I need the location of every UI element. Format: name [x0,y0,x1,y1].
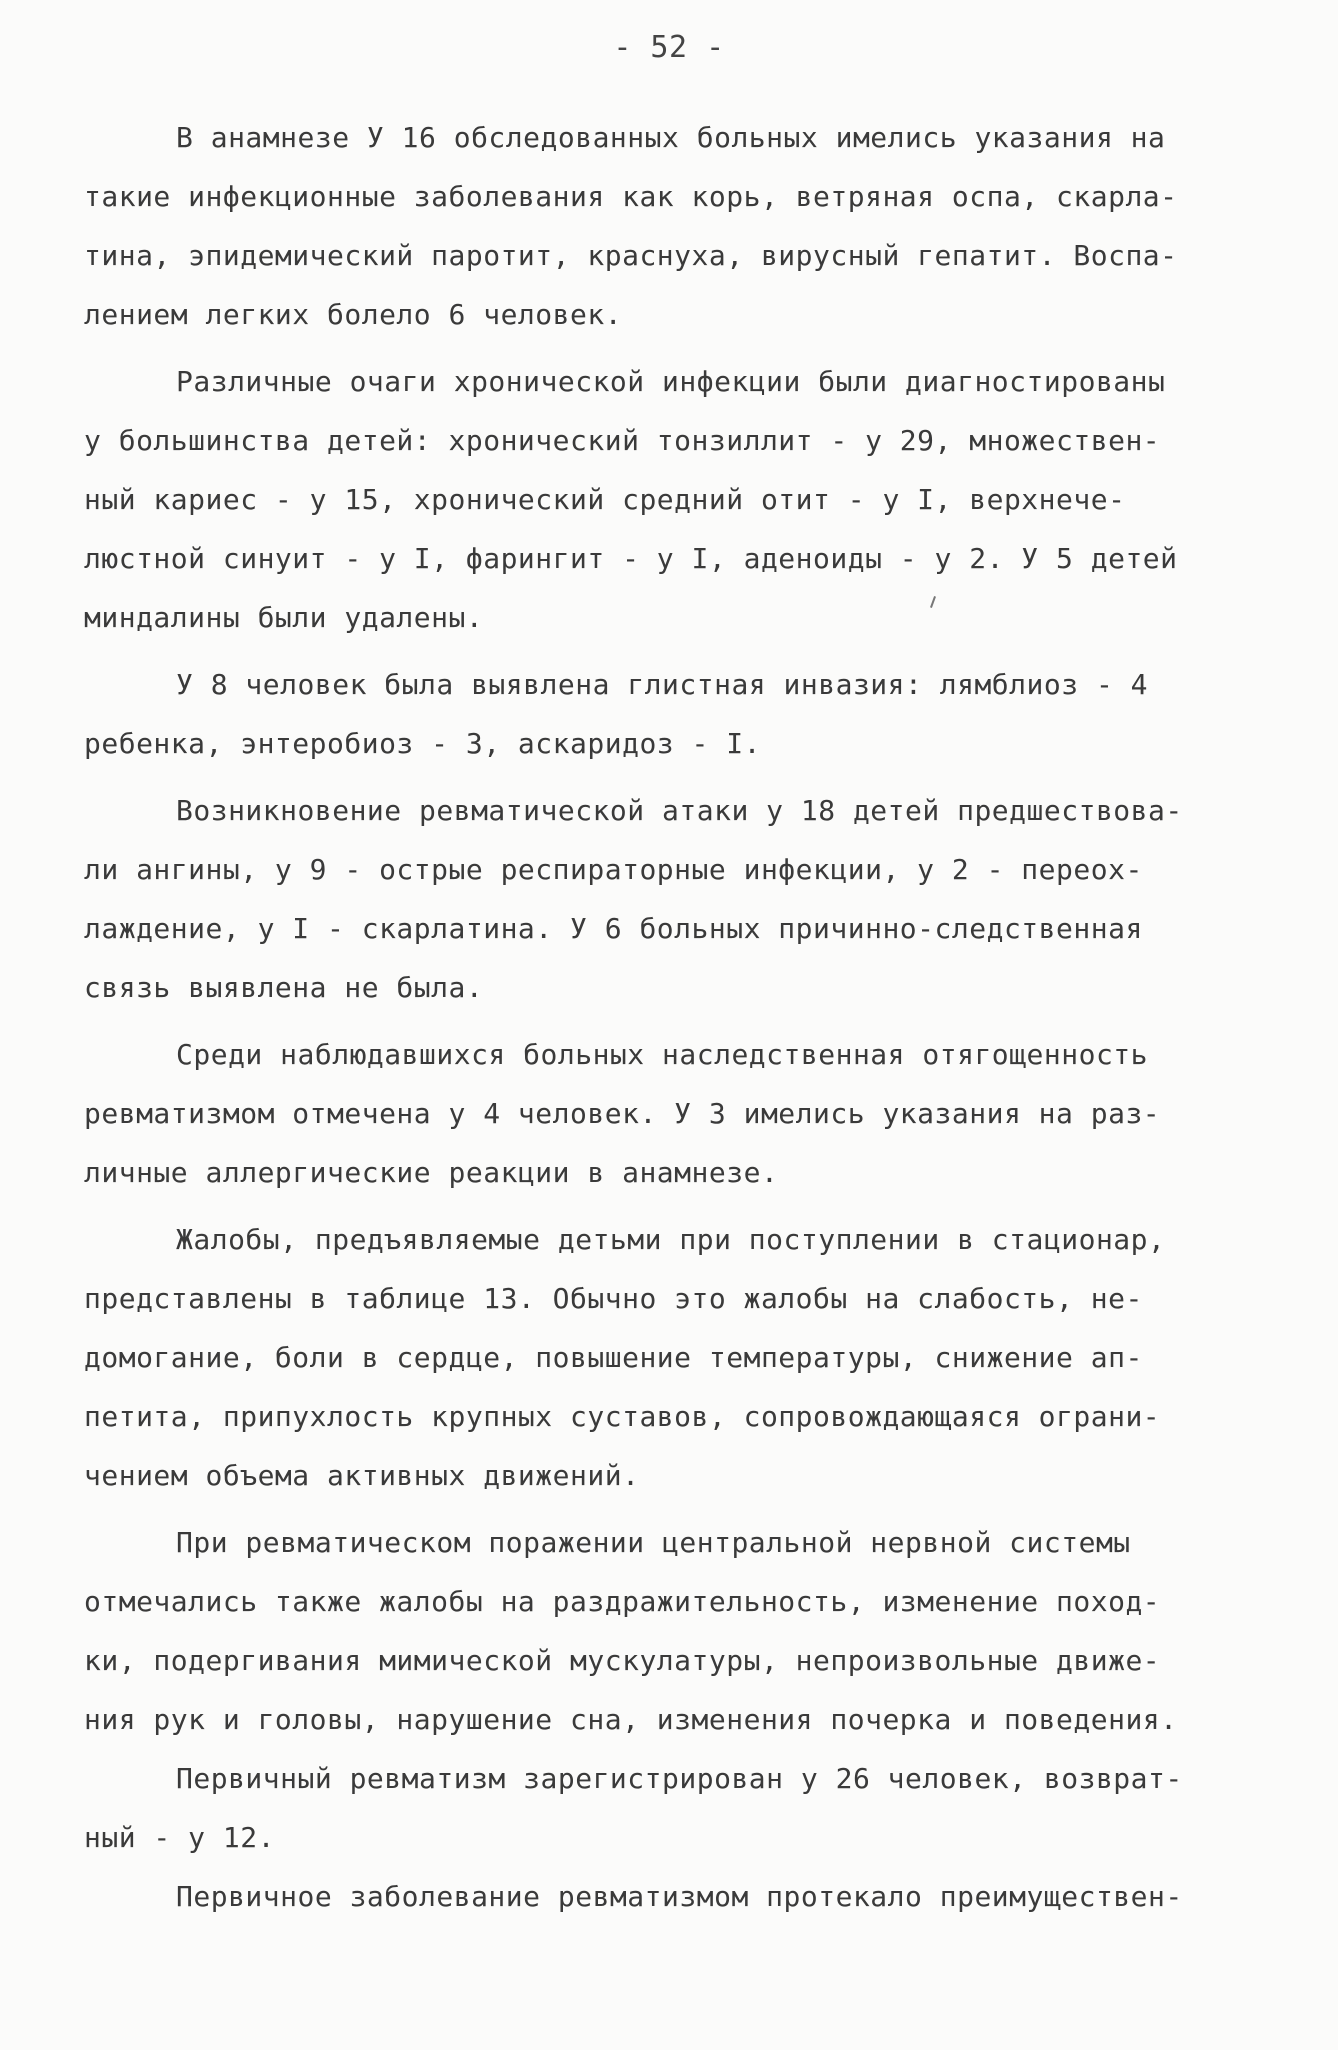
text-line: Среди наблюдавшихся больных наследственная отягощенность [176,1038,1149,1071]
text-line: лением легких болело 6 человек. [84,298,623,331]
body-text [84,108,1259,1926]
text-line: Жалобы, предъявляемые детьми при поступлении в стационар, [176,1223,1166,1256]
text-line: Различные очаги хронической инфекции были диагностированы [176,365,1166,398]
text-line: Первичный ревматизм зарегистрирован у 26 человек, возврат- [176,1762,1183,1795]
text-line: При ревматическом поражении центральной нервной системы [176,1526,1131,1559]
text-line: ния рук и головы, нарушение сна, изменения почерка и поведения. [84,1703,1178,1736]
text-line: отмечались также жалобы на раздражительность, изменение поход- [84,1585,1161,1618]
text-line: У 8 человек была выявлена глистная инвазия: лямблиоз - 4 [176,668,1149,701]
text-line: В анамнезе У 16 обследованных больных имелись указания на [176,121,1166,154]
text-line: связь выявлена не была. [84,971,484,1004]
text-line: Возникновение ревматической атаки у 18 детей предшествова- [176,794,1183,827]
text-line: Первичное заболевание ревматизмом протекало преимуществен- [176,1880,1183,1913]
page-number: - 52 - [613,30,725,65]
text-line: ребенка, энтеробиоз - 3, аскаридоз - I. [84,727,761,760]
text-line: ли ангины, у 9 - острые респираторные инфекции, у 2 - переох- [84,853,1143,886]
text-line: петита, припухлость крупных суставов, сопровождающаяся ограни- [84,1400,1161,1433]
text-line: ный - у 12. [84,1821,275,1854]
text-line: такие инфекционные заболевания как корь, ветряная оспа, скарла- [84,180,1178,213]
text-line: ный кариес - у 15, хронический средний отит - у I, верхнече- [84,483,1126,516]
text-line: ки, подергивания мимической мускулатуры, непроизвольные движе- [84,1644,1161,1677]
text-line: люстной синуит - у I, фарингит - у I, аденоиды - у 2. У 5 детей [84,542,1178,575]
text-line: у большинства детей: хронический тонзиллит - у 29, множествен- [84,424,1161,457]
text-line: чением объема активных движений. [84,1459,640,1492]
text-line: представлены в таблице 13. Обычно это жалобы на слабость, не- [84,1282,1143,1315]
text-line: миндалины были удалены. [84,601,484,634]
text-line: ревматизмом отмечена у 4 человек. У 3 имелись указания на раз- [84,1097,1161,1130]
text-line: домогание, боли в сердце, повышение температуры, снижение ап- [84,1341,1143,1374]
text-line: личные аллергические реакции в анамнезе. [84,1156,779,1189]
text-line: лаждение, у I - скарлатина. У 6 больных причинно-следственная [84,912,1143,945]
text-line: тина, эпидемический паротит, краснуха, вирусный гепатит. Воспа- [84,239,1178,272]
